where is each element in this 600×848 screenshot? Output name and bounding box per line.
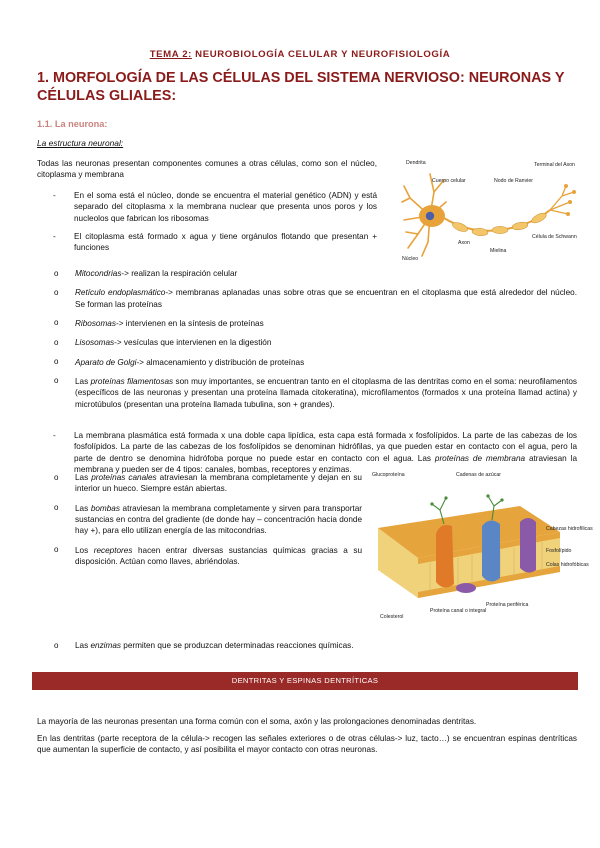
organelle-item: [37, 337, 577, 348]
membrane-name: proteínas de membrana: [434, 453, 526, 463]
label-axon: Axon: [458, 240, 470, 246]
label-dendrita: Dendrita: [406, 160, 426, 166]
enzymes-block: [37, 640, 577, 659]
bullet-block-soma: [37, 190, 377, 254]
membrane-pre: La membrana plasmática está formada x una doble capa lipídica, esta capa está formada x fosfolípidos. La parte de las cabezas de los fosfolípidos. La parte de las cabezas de los fosfolípidos se denominan hidrófilas, ya que pueden estar en contacto con el agua, pero la parte de dentro se denomina hidrófoba porque no puede estar en contacto con el agua. Las: [74, 431, 577, 463]
document-title: [0, 48, 600, 61]
organelle-text: -> membranas aplanadas unas sobre otras que se encuentran en el citoplasma que está alrededor del núcleo. Se forman las proteínas: [75, 288, 577, 309]
protein-blue-shape: [482, 520, 500, 581]
label-nodo: Nodo de Ranvier: [494, 178, 533, 184]
filament-pre: Las: [75, 376, 91, 386]
neuron-diagram: [400, 156, 580, 264]
protein-type-item: [37, 545, 362, 568]
nucleus-shape: [426, 212, 434, 220]
organelle-item: [37, 318, 577, 329]
filament-text: son muy importantes, se encuentran tanto en el citoplasma de las dentritas como en el soma: neurofilamentos (específicos de las neuronas y presentan una proteína llamada citokeratina), microfilamentos (formados x una proteína llamad actina) y microtúbulos (presentan una proteína llamada tubulina, son + grandes).: [75, 376, 578, 409]
organelle-name: Retículo endoplasmático: [75, 288, 166, 298]
label-fosfolipido: Fosfolípido: [546, 548, 572, 554]
protein-name: proteínas canales: [91, 473, 157, 482]
organelle-list: [37, 262, 577, 418]
protein-text: atraviesan la membrana completamente y dejan en su interior un hueco. Siempre están abiertas.: [75, 473, 362, 494]
organelle-text: -> realizan la respiración celular: [121, 269, 238, 278]
organelle-item: [37, 357, 577, 368]
label-cadenas: Cadenas de azúcar: [456, 472, 501, 478]
label-periferica: Proteína periférica: [486, 602, 529, 608]
organelle-text: -> almacenamiento y distribución de proteínas: [136, 357, 305, 367]
filament-name: proteínas filamentosas: [90, 376, 174, 386]
protein-type-item: [37, 503, 362, 537]
enzymes-pre: Las: [75, 641, 91, 650]
organelle-name: Aparato de Golgi: [75, 357, 137, 367]
enzymes-text: permiten que se produzcan determinadas reacciones químicas.: [120, 641, 354, 650]
topic-prefix: TEMA 2:: [149, 49, 192, 60]
label-mielina: Mielina: [490, 248, 507, 254]
protein-pre: Los: [75, 545, 94, 555]
dendrites-paragraph-1: La mayoría de las neuronas presentan una forma común con el soma, axón y las prolongaciones denominadas dentritas.: [37, 717, 477, 726]
section-banner: DENTRITAS Y ESPINAS DENTRÍTICAS: [32, 672, 578, 690]
protein-text: atraviesan la membrana completamente y sirven para transportar sustancias en contra del gradiente (de donde hay – concentración hacia donde hay +), para ello utilizan energía de las mitocondrias.: [75, 503, 362, 536]
organelle-name: Mitocondrias: [75, 269, 122, 278]
label-schwann: Célula de Schwann: [532, 234, 577, 240]
membrane-text: atraviesan la membrana y pueden ser de 4 tipos: canales, bombas, receptores y enzimas.: [74, 453, 577, 474]
label-colas: Colas hidrofóbicas: [546, 562, 589, 568]
protein-type-item: [37, 472, 362, 495]
protein-type-enzymes: [37, 640, 577, 651]
protein-pre: Las: [75, 473, 92, 482]
label-nucleo: Núcleo: [402, 256, 419, 262]
topic-title: NEUROBIOLOGÍA CELULAR Y NEUROFISIOLOGÍA: [191, 49, 451, 60]
label-colesterol: Colesterol: [380, 614, 404, 620]
protein-text: hacen entrar diversas sustancias químicas gracias a su disposición. Actúan como llaves, abriéndolas.: [75, 545, 362, 566]
protein-name: bombas: [90, 503, 120, 513]
label-glucoproteina: Glucoproteína: [372, 472, 405, 478]
organelle-text: -> vesículas que intervienen en la digestión: [114, 338, 272, 348]
label-cabezas: Cabezas hidrofílicas: [546, 526, 593, 532]
organelle-item-filaments: [37, 376, 577, 410]
organelle-item: [37, 268, 577, 279]
bullet-cytoplasm: - El citoplasma está formado x agua y tiene orgánulos flotando que presentan + funciones: [37, 231, 377, 254]
organelle-text: -> intervienen en la síntesis de proteínas: [115, 318, 264, 328]
protein-name: receptores: [93, 545, 133, 555]
structure-heading: La estructura neuronal:: [37, 138, 124, 148]
section-heading: 1. MORFOLOGÍA DE LAS CÉLULAS DEL SISTEMA NERVIOSO: NEURONAS Y CÉLULAS GLIALES:: [37, 70, 565, 105]
intro-paragraph: Todas las neuronas presentan componentes comunes a otras células, como son el núcleo, citoplasma y membrana: [37, 159, 377, 180]
protein-pre: Las: [75, 503, 91, 513]
protein-orange-shape: [436, 525, 454, 588]
dendrites-paragraph-2: En las dentritas (parte receptora de la célula-> recogen las señales exteriores o de otras células-> luz, tacto…) se encuentran espinas dentríticas que aumentan la superficie de contacto, y así posibilita el mayor contacto con otras neuronas.: [37, 734, 577, 755]
bullet-soma: - En el soma está el núcleo, donde se encuentra el material genético (ADN) y está separado del citoplasma x la membrana nuclear que presenta unos poros y los nucleolos que fabrican los ribosomas: [37, 190, 377, 224]
protein-purple-shape: [520, 518, 536, 573]
organelle-name: Ribosomas: [75, 318, 116, 328]
subsection-heading: 1.1. La neurona:: [37, 119, 108, 129]
label-cuerpo: Cuerpo celular: [432, 178, 466, 184]
organelle-item: [37, 287, 577, 310]
label-integral: Proteína canal o integral: [430, 608, 487, 614]
peripheral-protein-shape: [456, 583, 476, 593]
enzymes-name: enzimas: [90, 641, 121, 650]
protein-type-list: [37, 466, 362, 575]
organelle-name: Lisosomas: [75, 338, 115, 348]
label-terminal: Terminal del Axon: [534, 162, 575, 168]
cell-membrane-diagram: [370, 466, 593, 626]
